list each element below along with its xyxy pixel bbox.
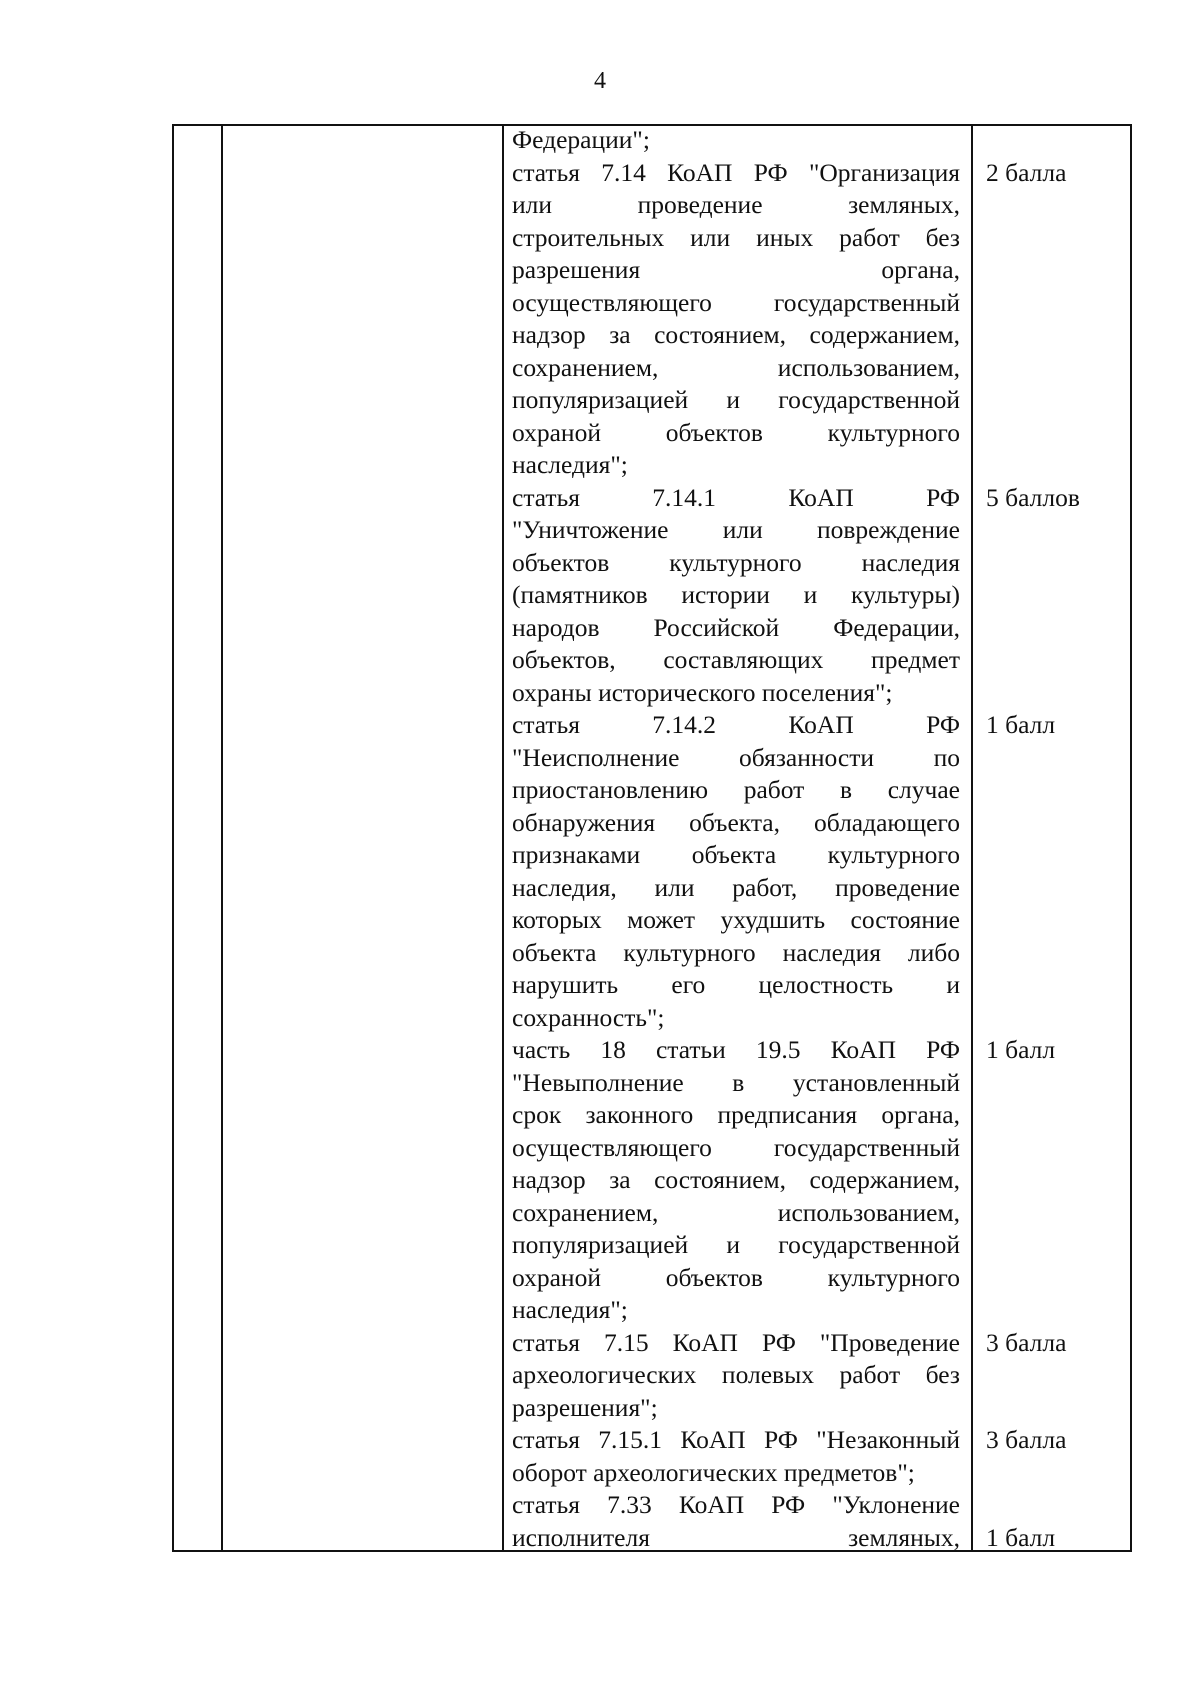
entry-text [512, 124, 960, 157]
entry-line: популяризацией и государственной [512, 385, 960, 414]
entry-text [512, 1327, 960, 1425]
entry-line: археологических полевых работ без [512, 1360, 960, 1389]
entry-line: охраной объектов культурного [512, 417, 960, 447]
entry-line: исполнителя земляных, [512, 1522, 960, 1552]
entry-text [512, 1489, 960, 1554]
entry-line: объекта культурного наследия либо [512, 937, 960, 967]
entry-line: надзор за состоянием, содержанием, [512, 320, 960, 349]
entry-line: объектов культурного наследия [512, 547, 960, 577]
entry-line: приостановлению работ в случае [512, 775, 960, 804]
entry-line: надзор за состоянием, содержанием, [512, 1165, 960, 1194]
table-border-right [1130, 124, 1132, 1552]
score-value: 1 балл [986, 1522, 1056, 1552]
score-value: 3 балла [986, 1425, 1067, 1454]
entry-line: наследия"; [512, 1295, 628, 1324]
entry-line: нарушить его целостность и [512, 970, 960, 999]
entry-line: статья 7.14.1 КоАП РФ [512, 482, 960, 512]
entry-line: "Уничтожение или повреждение [512, 515, 960, 544]
entry-line: оборот археологических предметов"; [512, 1457, 915, 1487]
entry-line: сохранность"; [512, 1002, 665, 1032]
table-divider-col3 [971, 124, 973, 1552]
entry-line: охраной объектов культурного [512, 1262, 960, 1292]
score-value: 2 балла [986, 157, 1067, 187]
entry-text [512, 482, 960, 710]
entry-line: наследия, или работ, проведение [512, 872, 960, 902]
entry-line: (памятников истории и культуры) [512, 580, 960, 609]
entry-line: или проведение земляных, [512, 190, 960, 219]
table-divider-col1 [221, 124, 223, 1552]
entry-line: "Неисполнение обязанности по [512, 742, 960, 772]
entry-line: обнаружения объекта, обладающего [512, 807, 960, 837]
page-number: 4 [594, 68, 606, 94]
entry-line: статья 7.15 КоАП РФ "Проведение [512, 1327, 960, 1357]
entry-line: разрешения"; [512, 1392, 658, 1422]
score-value: 1 балл [986, 1035, 1056, 1064]
entry-line: охраны исторического поселения"; [512, 677, 893, 707]
entry-line: статья 7.33 КоАП РФ "Уклонение [512, 1490, 960, 1519]
entry-text [512, 1424, 960, 1489]
entry-text [512, 709, 960, 1034]
entry-line: статья 7.14 КоАП РФ "Организация [512, 157, 960, 187]
entry-line: признаками объекта культурного [512, 840, 960, 869]
entry-text [512, 1034, 960, 1327]
score-value: 1 балл [986, 710, 1056, 739]
entry-line: наследия"; [512, 450, 628, 479]
entry-line: часть 18 статьи 19.5 КоАП РФ [512, 1035, 960, 1064]
entry-line: "Невыполнение в установленный [512, 1067, 960, 1097]
entry-line: сохранением, использованием, [512, 352, 960, 382]
entry-line: статья 7.14.2 КоАП РФ [512, 710, 960, 739]
table-divider-col2 [502, 124, 504, 1552]
entry-line: осуществляющего государственный [512, 1132, 960, 1162]
entry-line: срок законного предписания органа, [512, 1100, 960, 1129]
entry-text [512, 157, 960, 482]
entry-line: строительных или иных работ без [512, 222, 960, 252]
entry-line: популяризацией и государственной [512, 1230, 960, 1259]
entry-line: осуществляющего государственный [512, 287, 960, 317]
entry-line: статья 7.15.1 КоАП РФ "Незаконный [512, 1425, 960, 1454]
score-value: 5 баллов [986, 482, 1080, 512]
entry-line: народов Российской Федерации, [512, 612, 960, 642]
entry-line: разрешения органа, [512, 255, 960, 284]
entry-line: сохранением, использованием, [512, 1197, 960, 1227]
entry-line: объектов, составляющих предмет [512, 645, 960, 674]
table-border-left [172, 124, 174, 1552]
entry-line: которых может ухудшить состояние [512, 905, 960, 934]
score-value: 3 балла [986, 1327, 1067, 1357]
entry-line: Федерации"; [512, 125, 650, 154]
